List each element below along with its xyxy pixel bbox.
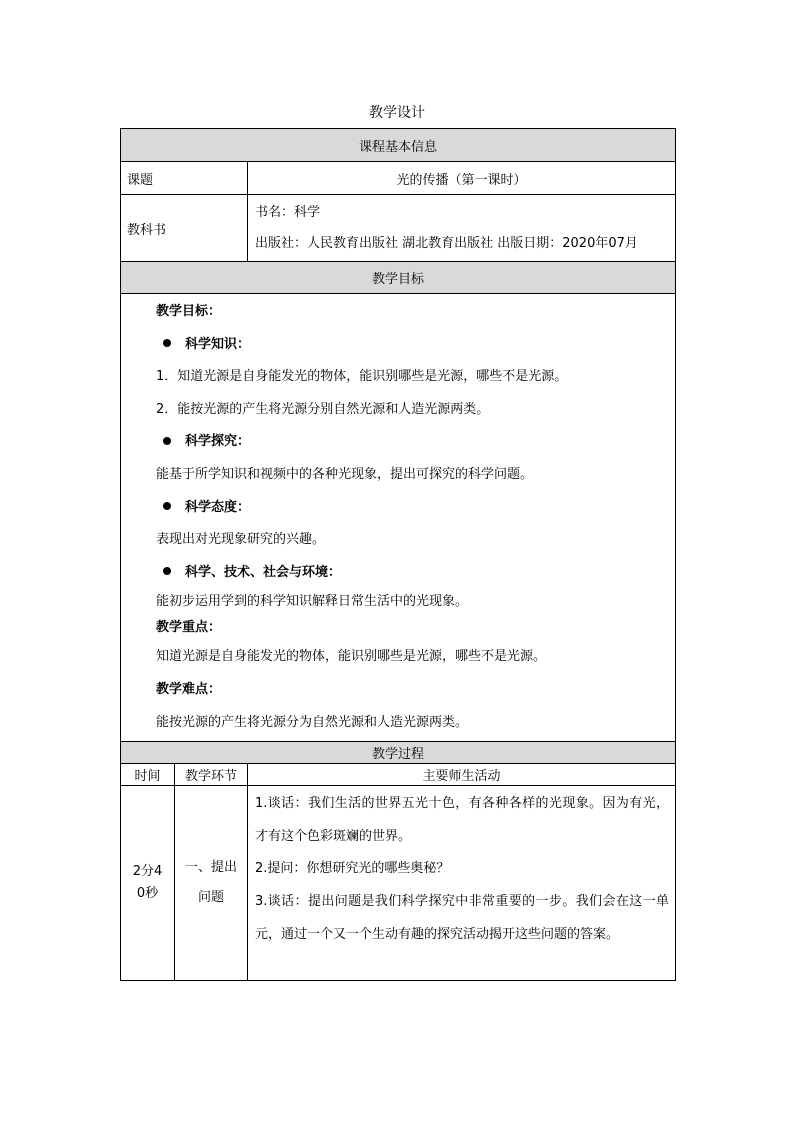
knowledge-heading-line xyxy=(127,329,669,362)
column-header-stage: 教学环节 xyxy=(175,764,248,786)
book-name: 书名：科学 xyxy=(255,205,321,220)
sts-text: 能初步运用学到的科学知识解释日常生活中的光现象。 xyxy=(156,594,469,610)
table-row xyxy=(121,786,676,981)
document-title: 教学设计 xyxy=(369,105,425,121)
key-heading: 教学重点： xyxy=(156,620,222,636)
difficulty-heading: 教学难点： xyxy=(156,681,222,697)
column-header-activities: 主要师生活动 xyxy=(248,764,676,786)
topic-row xyxy=(121,162,676,195)
publisher-line: 出版社：人民教育出版社 湖北教育出版社 出版日期：2020年07月 xyxy=(255,236,638,251)
textbook-label: 教科书 xyxy=(121,195,248,262)
difficulty-text: 能按光源的产生将光源分为自然光源和人造光源两类。 xyxy=(156,714,469,730)
process-header-row xyxy=(121,742,676,764)
goals-body xyxy=(121,294,676,742)
textbook-info xyxy=(248,195,676,262)
inquiry-heading: 科学探究： xyxy=(185,434,251,450)
topic-label: 课题 xyxy=(121,162,248,195)
knowledge-heading: 科学知识： xyxy=(185,336,251,352)
knowledge-item: 2．能按光源的产生将光源分别自然光源和人造光源两类。 xyxy=(156,401,490,417)
attitude-text: 表现出对光现象研究的兴趣。 xyxy=(156,532,326,548)
sts-heading-line xyxy=(127,557,669,590)
textbook-row xyxy=(121,195,676,262)
process-stage: 一、提出问题 xyxy=(184,860,237,906)
column-header-time: 时间 xyxy=(121,764,175,786)
process-header: 教学过程 xyxy=(121,742,676,764)
goals-body-row xyxy=(121,294,676,742)
goals-header: 教学目标 xyxy=(121,262,676,294)
lesson-plan-table xyxy=(120,128,676,981)
basic-info-header: 课程基本信息 xyxy=(121,129,676,162)
bullet-icon xyxy=(163,339,171,347)
bullet-icon xyxy=(163,502,171,510)
inquiry-text: 能基于所学知识和视频中的各种光现象，提出可探究的科学问题。 xyxy=(156,466,534,482)
sts-heading: 科学、技术、社会与环境： xyxy=(185,564,342,580)
key-text: 知道光源是自身能发光的物体，能识别哪些是光源，哪些不是光源。 xyxy=(156,649,547,665)
process-columns-row xyxy=(121,764,676,786)
process-stage-cell xyxy=(175,786,248,981)
bullet-icon xyxy=(163,437,171,445)
process-activities: 1.谈话：我们生活的世界五光十色，有各种各样的光现象。因为有光，才有这个色彩斑斓的世界。 2.提问：你想研究光的哪些奥秘？ 3.谈话：提出问题是我们科学探究中非常重要的一步。我们会在这一单元，通过一个又一个生动有趣的探究活动揭开这些问题的答案。 xyxy=(248,786,676,981)
process-time: 2分40秒 xyxy=(132,864,163,902)
basic-info-header-row xyxy=(121,129,676,162)
inquiry-heading-line xyxy=(127,426,669,459)
process-time-cell xyxy=(121,786,175,981)
goals-title: 教学目标： xyxy=(156,304,222,319)
attitude-heading-line xyxy=(127,492,669,525)
bullet-icon xyxy=(163,567,171,575)
topic-value: 光的传播（第一课时） xyxy=(248,162,676,195)
goals-header-row xyxy=(121,262,676,294)
attitude-heading: 科学态度： xyxy=(185,499,251,515)
knowledge-item: 1．知道光源是自身能发光的物体，能识别哪些是光源，哪些不是光源。 xyxy=(156,369,568,385)
